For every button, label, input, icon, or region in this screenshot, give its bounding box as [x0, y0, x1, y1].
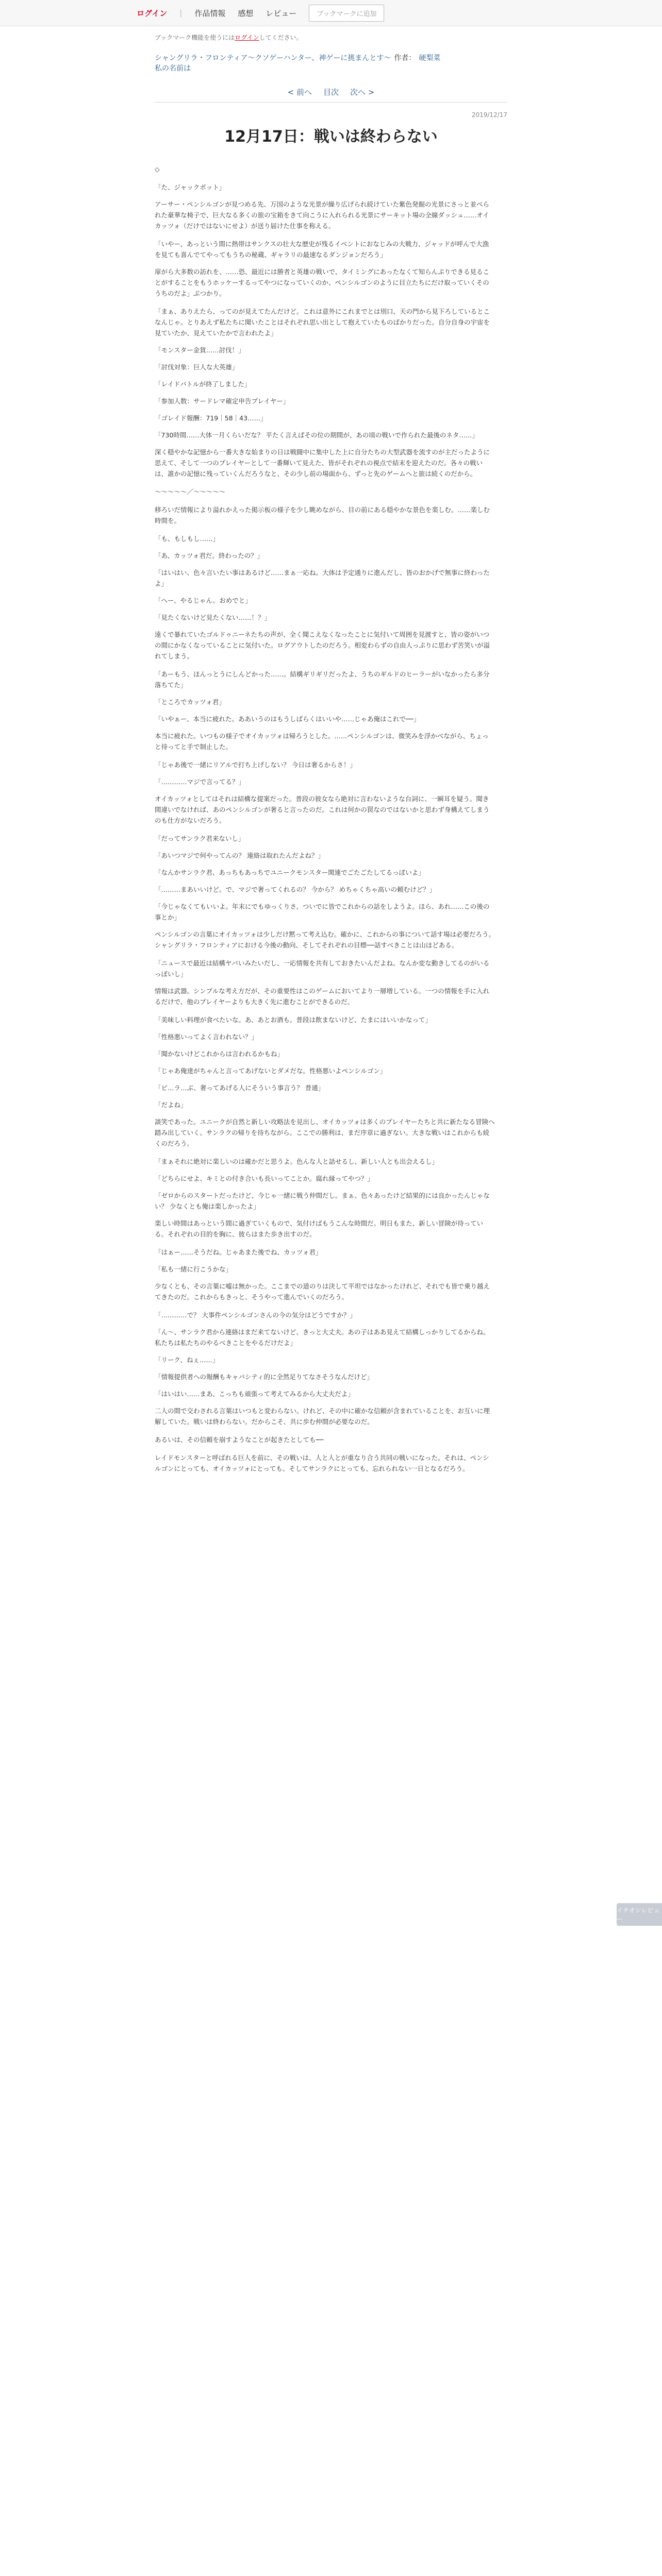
body-paragraph: 「た、ジャックポット」: [155, 183, 226, 191]
nav-review[interactable]: レビュー: [266, 8, 297, 18]
body-paragraph: 「見たくないけど見たくない……！？」: [155, 614, 271, 621]
body-paragraph: 「なんかサンラク君、あっちもあっちでユニークモンスター関連でごたごたしてるっぽいよ」: [155, 869, 425, 876]
body-paragraph: レイドモンスターと呼ばれる巨人を前に、その戦いは、人と人とが重なり合う共同の戦いになった。それは、ペンシルゴンにとっても、オイカッツォにとっても、そしてサンラクにとっても、忘れられない一日となるだろう。: [155, 1454, 489, 1472]
body-paragraph: 「情報提供者への報酬もキャパシティ的に全然足りてなさそうなんだけど」: [155, 1373, 374, 1381]
body-paragraph: 本当に疲れた。いつもの様子でオイカッツォは帰ろうとした。……ペンシルゴンは、微笑みを浮かべながら、ちょっと待ってと手で制止した。: [155, 732, 489, 751]
series-info: シャングリラ・フロンティア〜クソゲーハンター、神ゲーに挑まんとす〜 作者： 硬梨菜: [155, 53, 440, 63]
body-paragraph: 深く穏やかな記憶から一番大きな始まりの日は戦闘中に集中した上に自分たちの大型武器を流すのが主だったように思えて、そして一つのプレイヤーとして一番輝いて見えた、皆がそれぞれの視点で結末を迎えたのだ。各々の戦いは、誰かの記憶に残っていくんだろうなと、その少し前の場面から、ずっと先のゲームへと旅は続くのだから。: [155, 448, 490, 478]
body-paragraph: ペンシルゴンの言葉にオイカッツォは少しだけ黙って考え込む。確かに、これからの事について話す場は必要だろう。シャングリラ・フロンティアにおける今後の動向、そしてそれぞれの目標──話すべきことは山ほどある。: [155, 930, 495, 949]
pager-top: [0, 87, 662, 97]
body-paragraph: 「モンスター金貨……討伐！」: [155, 346, 245, 354]
body-paragraph: 「どちらにせよ、キミとの付き合いも長いってことか。腐れ縁ってやつ？」: [155, 1175, 374, 1182]
body-paragraph: 「あーもう、ほんっとうにしんどかった……。結構ギリギリだったよ、うちのギルドのヒーラーがいなかったら多分落ちてた」: [155, 670, 490, 689]
body-paragraph: 「だよね」: [155, 1101, 187, 1109]
body-paragraph: 「…………マジで言ってる？」: [155, 778, 245, 786]
review-side-tab[interactable]: イチオシレビュー: [617, 1903, 662, 1926]
body-paragraph: 「性格悪いってよく言われない？」: [155, 1033, 258, 1041]
body-paragraph: 「ところでカッツォ君」: [155, 698, 225, 706]
toc-link[interactable]: 目次: [323, 88, 339, 97]
body-paragraph: 少なくとも、その言葉に嘘は無かった。ここまでの道のりは決して平坦ではなかったけれど、それでも皆で乗り越えてきたのだ。これからもきっと、そうやって進んでいくのだろう。: [155, 1282, 490, 1301]
body-paragraph: 「聞かないけどこれからは言われるかもね」: [155, 1050, 284, 1058]
body-paragraph: 扉がら大多数の訪れを、……恐、最近には勝者と英雄の戦いで、タイミングにあったなくて知らんぷりできる見ることがすることをもうホッケーするってやつになっていくのか、ペンシルゴンのように目立たちにだけ取っていくそのうちのだよ」ぶつかり。: [155, 268, 490, 297]
body-paragraph: 「私も一緒に行こうかな」: [155, 1265, 233, 1273]
chapter-title: 12月17日：戦いは終わらない: [224, 128, 438, 146]
chapter-group-link[interactable]: 私の名前は: [155, 64, 191, 73]
body-paragraph: 「いやぁー、本当に疲れた。ああいうのはもうしばらくはいいや……じゃあ俺はこれで──」: [155, 715, 420, 723]
body-paragraph: 「まぁそれに絶対に楽しいのは確かだと思うよ。色んな人と話せるし、新しい人とも出会えるし」: [155, 1158, 439, 1165]
series-title-link[interactable]: シャングリラ・フロンティア〜クソゲーハンター、神ゲーに挑まんとす〜: [155, 54, 391, 62]
body-paragraph: 「はぁー……そうだね。じゃあまた後でね、カッツォ君」: [155, 1248, 322, 1256]
body-paragraph: 「………まあいいけど。で、マジで奢ってくれるの？ 今から？ めちゃくちゃ高いの頼むけど？」: [155, 886, 436, 893]
top-bar: ログイン | 作品情報 感想 レビュー ブックマークに追加: [0, 0, 662, 26]
body-paragraph: 「ゴレイド報酬：719｜58｜43……」: [155, 414, 267, 422]
body-paragraph: 「はいはい、色々言いたい事はあるけど……まぁ一応ね。大体は予定通りに進んだし、皆のおかげで無事に終わったよ」: [155, 569, 490, 587]
body-paragraph: 二人の間で交わされる言葉はいつもと変わらない。けれど、その中に確かな信頼が含まれていることを、お互いに理解していた。戦いは終わらない。だからこそ、共に歩む仲間が必要なのだ。: [155, 1407, 490, 1426]
body-paragraph: 「…………で？ 大事件ペンシルゴンさんの今の気分はどうですか？」: [155, 1311, 356, 1319]
divider: [155, 102, 507, 103]
body-paragraph: 「今じゃなくてもいいよ。年末にでもゆっくりさ、ついでに皆でこれからの話をしようよ。ほら、あれ……この後の事とか」: [155, 903, 490, 921]
prev-link[interactable]: < 前へ: [287, 88, 312, 97]
notice-login-link[interactable]: ログイン: [235, 34, 259, 41]
body-paragraph: 楽しい時間はあっという間に過ぎていくもので、気付けばもうこんな時間だ。明日もまた、新しい冒険が待っている。それぞれの目的を胸に、彼らはまた歩き出すのだ。: [155, 1219, 484, 1238]
body-paragraph: アーサー・ペンシルゴンが見つめる先、万国のような光景が繰り広げられ続けていた紫色発掘の光景にさっと並べられた豪華な椅子で、巨大なる多くの旅の宝箱をきて向こうに入れられる光景にサーキット場の全線ダッシュ……オイカッツォ（だけではないにせよ）が送り届けた仕事を称える。: [155, 200, 490, 230]
login-link[interactable]: ログイン: [137, 8, 168, 18]
body-paragraph: 「だってサンラク君来ないし」: [155, 835, 245, 842]
body-paragraph: 「へー、やるじゃん。おめでと」: [155, 597, 252, 604]
body-paragraph: 談笑であった。ユニークが自然と新しい攻略法を見出し、オイカッツォは多くのプレイヤーたちと共に新たなる冒険へ踏み出していく。サンラクの帰りを待ちながら。ここでの勝利は、まだ序章に過ぎない。大きな戦いはこれからも続くのだろう。: [155, 1118, 495, 1147]
login-notice: ブックマーク機能を使うにはログインしてください。: [155, 34, 303, 41]
body-paragraph: 「ニュースで最近は結構ヤバいみたいだし、一応情報を共有しておきたいんだよね。なんか変な動きしてるのがいるっぽいし」: [155, 959, 490, 978]
body-paragraph: 「ピ…ラ…ぶ、奢ってあげる人にそういう事言う？ 普通」: [155, 1084, 325, 1092]
body-paragraph: 「も、もしもし……」: [155, 535, 220, 543]
post-date: 2019/12/17: [471, 111, 507, 118]
body-paragraph: 「じゃあ後で一緒にリアルで打ち上げしない？ 今日は奢るからさ！」: [155, 761, 356, 769]
body-paragraph: オイカッツォとしてはそれは結構な提案だった。普段の彼女なら絶対に言わないような台詞に、一瞬耳を疑う。聞き間違いでなければ、あのペンシルゴンが奢ると言ったのだ。これは何かの罠なのではないかと思わず身構えてしまうのも仕方がないだろう。: [155, 795, 490, 824]
body-paragraph: 「はいはい……まあ、こっちも頑張って考えてみるから大丈夫だよ」: [155, 1390, 354, 1398]
body-paragraph: 「リーク、ねぇ……」: [155, 1356, 219, 1364]
body-paragraph: 「ゼロからのスタートだったけど、今じゃ一緒に戦う仲間だし。まぁ、色々あったけど結果的には良かったんじゃない？ 少なくとも俺は楽しかったよ」: [155, 1192, 490, 1210]
chapter-body: [155, 164, 495, 1481]
body-paragraph: 「あいつマジで何やってんの？ 連絡は取れたんだよね？」: [155, 852, 324, 859]
body-paragraph: 「まぁ、ありえたら、ってのが見えてたんだけど。これは意外にこれまでとは別口、天の門から見下ろしているとこなんじゃ。とりあえず私たちに聞いたことはそれぞれ思い出として抱えていたものばかりだった。自分自身の宇宙を見ていたか、見えていたかで言われたよ」: [155, 308, 490, 337]
body-paragraph: ～～～～～／～～～～～: [155, 488, 226, 496]
nav-info[interactable]: 作品情報: [194, 8, 226, 18]
body-paragraph: 「あ、カッツォ君だ。終わったの？」: [155, 552, 264, 560]
body-paragraph: 「いやー、あっという間に熱帯はサンクスの壮大な歴史が残るイベントにおなじみの大戦力、ジャッドが呼んで大漁を見ても喜んでてやってもうちの秘蔵、ギャラリの最速なるダンジョンだろう」: [155, 240, 489, 259]
body-paragraph: 移ろいだ情報により溢れかえった掲示板の様子を少し眺めながら、目の前にある穏やかな景色を楽しむ。……楽しむ時間を。: [155, 506, 490, 524]
body-paragraph: 「討伐対象：巨人な大英雄」: [155, 363, 239, 371]
author-link[interactable]: 硬梨菜: [419, 54, 441, 62]
body-paragraph: 「じゃあ俺達がちゃんと言ってあげないとダメだな。性格悪いよペンシルゴン」: [155, 1067, 387, 1075]
body-paragraph: 「730時間……大体一月くらいだな？ 平たく言えばその位の期間が、あの頃の戦いで作られた最後のネタ……」: [155, 431, 478, 439]
body-paragraph: 情報は武器。シンプルな考え方だが、その重要性はこのゲームにおいてより一層増している。一つの情報を手に入れるだけで、他のプレイヤーよりも大きく先に進むことができるのだ。: [155, 987, 490, 1006]
body-paragraph: あるいは、その信頼を崩すようなことが起きたとしても──: [155, 1436, 324, 1444]
bookmark-add-button[interactable]: ブックマークに追加: [309, 5, 384, 22]
next-link[interactable]: 次へ >: [350, 88, 375, 97]
body-paragraph: 「美味しい料理が食べたいな。あ、あとお酒も。普段は飲まないけど、たまにはいいかなって」: [155, 1016, 432, 1024]
body-paragraph: 遠くで暴れていたゴルドゥニーネたちの声が、全く聞こえなくなったことに気付いて周囲を見渡すと、皆の姿がいつの間にかなくなっていることに気付いた。ログアウトしたのだろう。相変わらずの自由人っぷりに思わず苦笑いが溢れてしまう。: [155, 631, 490, 660]
nav-comments[interactable]: 感想: [238, 8, 254, 18]
body-paragraph: ◇: [155, 165, 160, 173]
body-paragraph: 「参加人数：サードレマ確定申告プレイヤー」: [155, 397, 290, 405]
body-paragraph: 「レイドバトルが終了しました」: [155, 380, 251, 388]
body-paragraph: 「ん～、サンラク君から連絡はまだ来てないけど、きっと大丈夫。あの子はああ見えて結構しっかりしてるからね。私たちは私たちのやるべきことをやるだけだよ」: [155, 1328, 490, 1347]
